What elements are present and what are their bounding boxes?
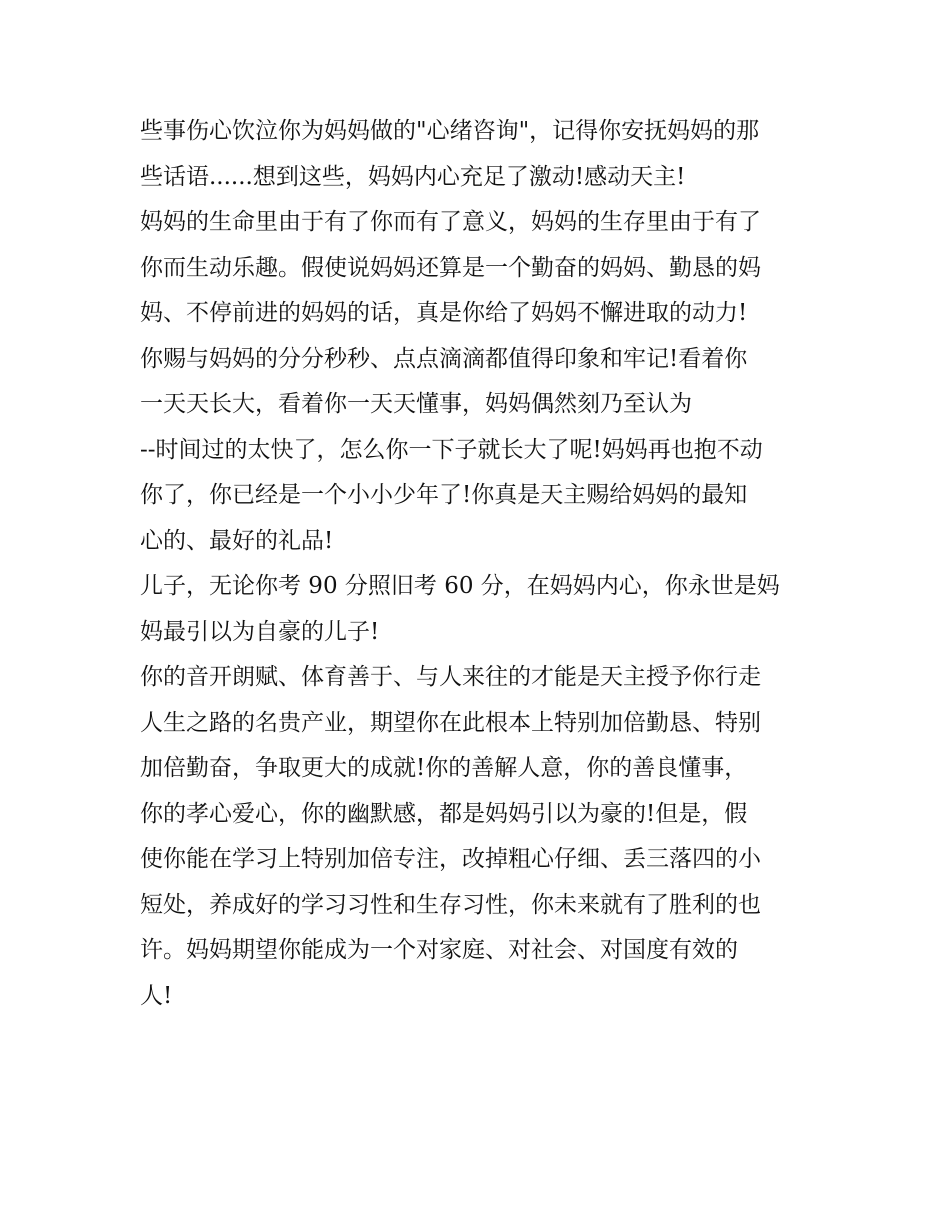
text-line: 些事伤心饮泣你为妈妈做的"心绪咨询"，记得你安抚妈妈的那 bbox=[140, 118, 760, 144]
text-line: 许。妈妈期望你能成为一个对家庭、对社会、对国度有效的 bbox=[140, 937, 738, 963]
text-line: 你的音开朗赋、体育善于、与人来往的才能是天主授予你行走 bbox=[140, 664, 761, 690]
text-line: 人! bbox=[140, 982, 173, 1009]
text-line: 你而生动乐趣。假使说妈妈还算是一个勤奋的妈妈、勤恳的妈 bbox=[140, 254, 761, 281]
text-line: 短处，养成好的学习习性和生存习性，你未来就有了胜利的也 bbox=[140, 891, 761, 918]
text-line: 人生之路的名贵产业，期望你在此根本上特别加倍勤恳、特别 bbox=[140, 709, 761, 736]
text-line: 你的孝心爱心，你的幽默感，都是妈妈引以为豪的!但是，假 bbox=[140, 800, 748, 827]
text-line: 些话语......想到这些，妈妈内心充足了激动!感动天主! bbox=[140, 163, 686, 190]
text-line: 一天天长大，看着你一天天懂事，妈妈偶然刻乃至认为 bbox=[140, 391, 692, 417]
text-line: 心的、最好的礼品! bbox=[140, 527, 334, 554]
text-line: 加倍勤奋，争取更大的成就!你的善解人意，你的善良懂事， bbox=[140, 755, 748, 781]
text-line: 你了，你已经是一个小小少年了!你真是天主赐给妈妈的最知 bbox=[140, 482, 748, 508]
body-text bbox=[140, 109, 820, 1019]
text-line: --时间过的太快了，怎么你一下子就长大了呢!妈妈再也抱不动 bbox=[140, 436, 763, 463]
text-line: 妈、不停前进的妈妈的话，真是你给了妈妈不懈进取的动力! bbox=[140, 300, 748, 326]
text-line: 妈最引以为自豪的儿子! bbox=[140, 618, 380, 645]
text-line: 儿子，无论你考 90 分照旧考 60 分，在妈妈内心，你永世是妈 bbox=[140, 573, 780, 599]
text-line: 妈妈的生命里由于有了你而有了意义，妈妈的生存里由于有了 bbox=[140, 209, 761, 235]
text-line: 使你能在学习上特别加倍专注，改掉粗心仔细、丢三落四的小 bbox=[140, 846, 761, 872]
text-line: 你赐与妈妈的分分秒秒、点点滴滴都值得印象和牢记!看着你 bbox=[140, 345, 748, 372]
